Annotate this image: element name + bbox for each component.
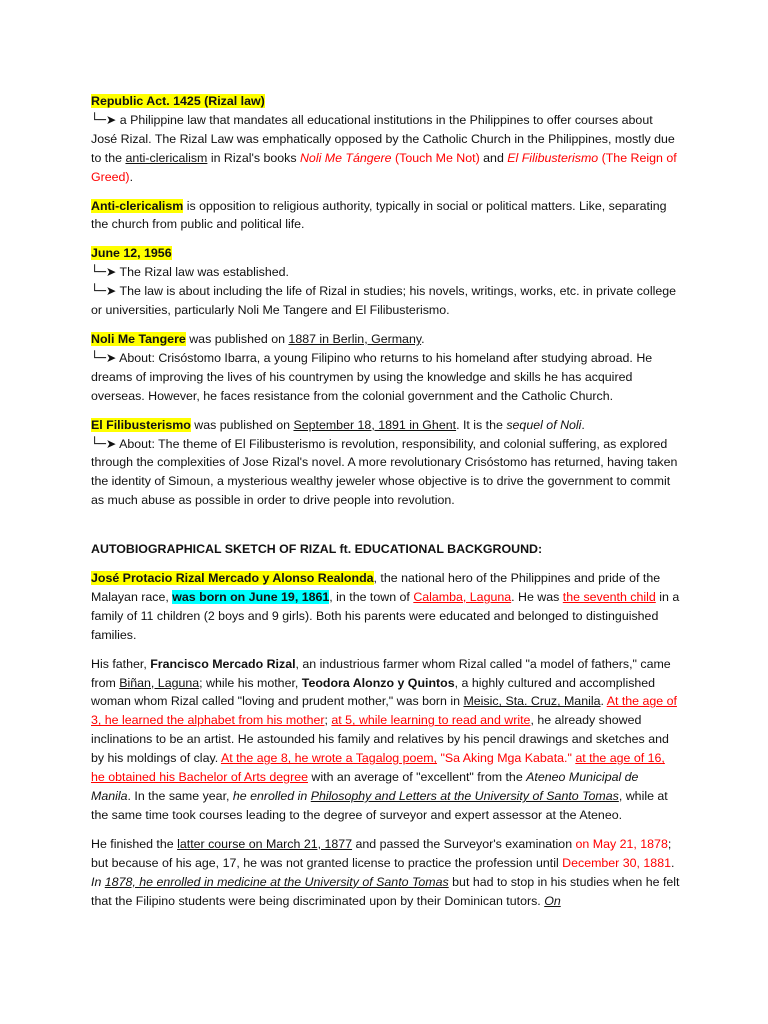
noli-title: Noli Me Tángere: [299, 150, 392, 165]
on-fragment: On: [544, 893, 561, 908]
age-8-fact: At the age 8, he wrote a Tagalog poem,: [220, 751, 438, 766]
binan-place: Biñan, Laguna: [119, 675, 200, 690]
arrow-icon: └─➤: [91, 349, 117, 365]
fili-sequel: sequel of Noli: [506, 417, 582, 432]
arrow-icon: └─➤: [91, 264, 117, 280]
father-name: Francisco Mercado Rizal: [150, 656, 296, 671]
poem-title: "Sa Aking Mga Kabata.": [437, 751, 576, 766]
mother-name: Teodora Alonzo y Quintos: [301, 675, 455, 690]
medicine-enrollment: 1878, he enrolled in medicine at the University of Santo Tomas: [104, 874, 449, 889]
june-1956-date: June 12, 1956: [91, 246, 172, 261]
rizal-law-description: └─➤ a Philippine law that mandates all educational institutions in the Philippines to offer courses about José Rizal. The Rizal Law was emphatically opposed by the Catholic Church in the Philippines, mostly due to the anti-clericalism in Rizal's books Noli Me Tángere (Touch Me Not) and El Filibusterismo (The Reign of Greed).: [91, 111, 677, 184]
parents-paragraph: His father, Francisco Mercado Rizal, an industrious farmer whom Rizal called "a model of fathers," came from Biñan, Laguna; while his mother, Teodora Alonzo y Quintos, a highly cultured and accomplished woman whom Rizal called "loving and prudent mother," was born in Meisic, Sta. Cruz, Manila. At the age of 3, he learned the alphabet from his mother; at 5, while learning to read and write, he already showed inclinations to be an artist. He astounded his family and relatives by his pencil drawings and sketches and by his moldings of clay. At the age 8, he wrote a Tagalog poem, "Sa Aking Mga Kabata." at the age of 16, he obtained his Bachelor of Arts degree with an average of "excellent" from the Ateneo Municipal de Manila. In the same year, he enrolled in Philosophy and Letters at the University of Santo Tomas, while at the same time took courses leading to the degree of surveyor and expert assessor at the Ateneo.: [91, 656, 677, 822]
rizal-full-name: José Protacio Rizal Mercado y Alonso Realonda: [91, 571, 374, 586]
arrow-icon: └─➤: [91, 283, 117, 299]
rizal-law-title: Republic Act. 1425 (Rizal law): [91, 94, 265, 108]
ateneo-name: Ateneo Municipal de Manila: [91, 770, 639, 803]
latter-course-date: latter course on March 21, 1877: [177, 836, 353, 851]
license-date: December 30, 1881: [562, 855, 671, 870]
meisic-place: Meisic, Sta. Cruz, Manila: [463, 694, 601, 709]
anti-clericalism-term: anti-clericalism: [125, 150, 208, 165]
age-5-fact: at 5, while learning to read and write: [331, 713, 531, 728]
age-16-fact: at the age of 16, he obtained his Bachelor of Arts degree: [91, 751, 665, 785]
birth-date: was born on June 19, 1861: [172, 589, 330, 604]
document-page: [91, 92, 681, 920]
noli-heading: Noli Me Tangere: [91, 331, 186, 346]
noli-section: Noli Me Tangere was published on 1887 in Berlin, Germany. └─➤ About: Crisóstomo Ibarra, a young Filipino who returns to his homeland after studying abroad. He dreams of improving the lives of his countrymen by using the knowledge and skills he has acquired overseas. However, he faces resistance from the colonial government and the Catholic Church.: [91, 330, 681, 406]
philosophy-ust: Philosophy and Letters at the University of Santo Tomas: [310, 789, 619, 803]
fili-title: El Filibusterismo: [507, 150, 599, 165]
fili-about: └─➤ About: The theme of El Filibusterismo is revolution, responsibility, and colonial suffering, as explored through the complexities of Jose Rizal's novel. A more revolutionary Crisóstomo has returned, having taken the identity of Simoun, a mysterious wealthy jeweler whose objective is to drive the government to commit as much abuse as possible in order to drive people into revolution.: [91, 435, 678, 508]
fili-publication: September 18, 1891 in Ghent: [293, 417, 457, 432]
anti-clericalism-heading: Anti-clericalism: [91, 198, 184, 213]
exam-date: on May 21, 1878: [575, 836, 668, 851]
law-established-line: └─➤ The Rizal law was established.: [91, 264, 289, 280]
rizal-law-section: [91, 92, 681, 187]
fili-heading: El Filibusterismo: [91, 417, 191, 432]
autobiography-heading: AUTOBIOGRAPHICAL SKETCH OF RIZAL ft. EDUCATIONAL BACKGROUND:: [91, 542, 543, 557]
noli-publication: 1887 in Berlin, Germany: [288, 331, 422, 346]
law-about-line: └─➤ The law is about including the life of Rizal in studies; his novels, writings, works, etc. in private college or universities, particularly Noli Me Tangere and El Filibusterismo.: [91, 283, 676, 318]
birth-town: Calamba, Laguna: [413, 589, 512, 604]
seventh-child: the seventh child: [562, 589, 656, 604]
arrow-icon: └─➤: [91, 435, 117, 451]
fili-section: El Filibusterismo was published on September 18, 1891 in Ghent. It is the sequel of Noli. └─➤ About: The theme of El Filibusterismo is revolution, responsibility, and colonial suffering, as explored through the complexities of Jose Rizal's novel. A more revolutionary Crisóstomo has returned, having taken the identity of Simoun, a mysterious wealthy jeweler whose objective is to drive the government to commit as much abuse as possible in order to drive people into revolution.: [91, 416, 681, 511]
arrow-icon: └─➤: [91, 111, 117, 127]
birth-paragraph: José Protacio Rizal Mercado y Alonso Realonda, the national hero of the Philippines and pride of the Malayan race, was born on June 19, 1861, in the town of Calamba, Laguna. He was the seventh child in a family of 11 children (2 boys and 9 girls). Both his parents were educated and belonged to distinguished families.: [91, 571, 680, 642]
age-3-fact: At the age of 3, he learned the alphabet from his mother: [91, 694, 677, 728]
anti-clericalism-definition: Anti-clericalism is opposition to religious authority, typically in social or political matters. Like, separating the church from public and political life.: [91, 198, 667, 232]
june-1956-section: [91, 244, 681, 320]
education-paragraph: He finished the latter course on March 21, 1877 and passed the Surveyor's examination on May 21, 1878; but because of his age, 17, he was not granted license to practice the profession until December 30, 1881. In 1878, he enrolled in medicine at the University of Santo Tomas but had to stop in his studies when he felt that the Filipino students were being discriminated upon by their Dominican tutors. On: [91, 836, 680, 908]
noli-about: └─➤ About: Crisóstomo Ibarra, a young Filipino who returns to his homeland after studying abroad. He dreams of improving the lives of his countrymen by using the knowledge and skills he has acquired overseas. However, he faces resistance from the colonial government and the Catholic Church.: [91, 349, 653, 403]
